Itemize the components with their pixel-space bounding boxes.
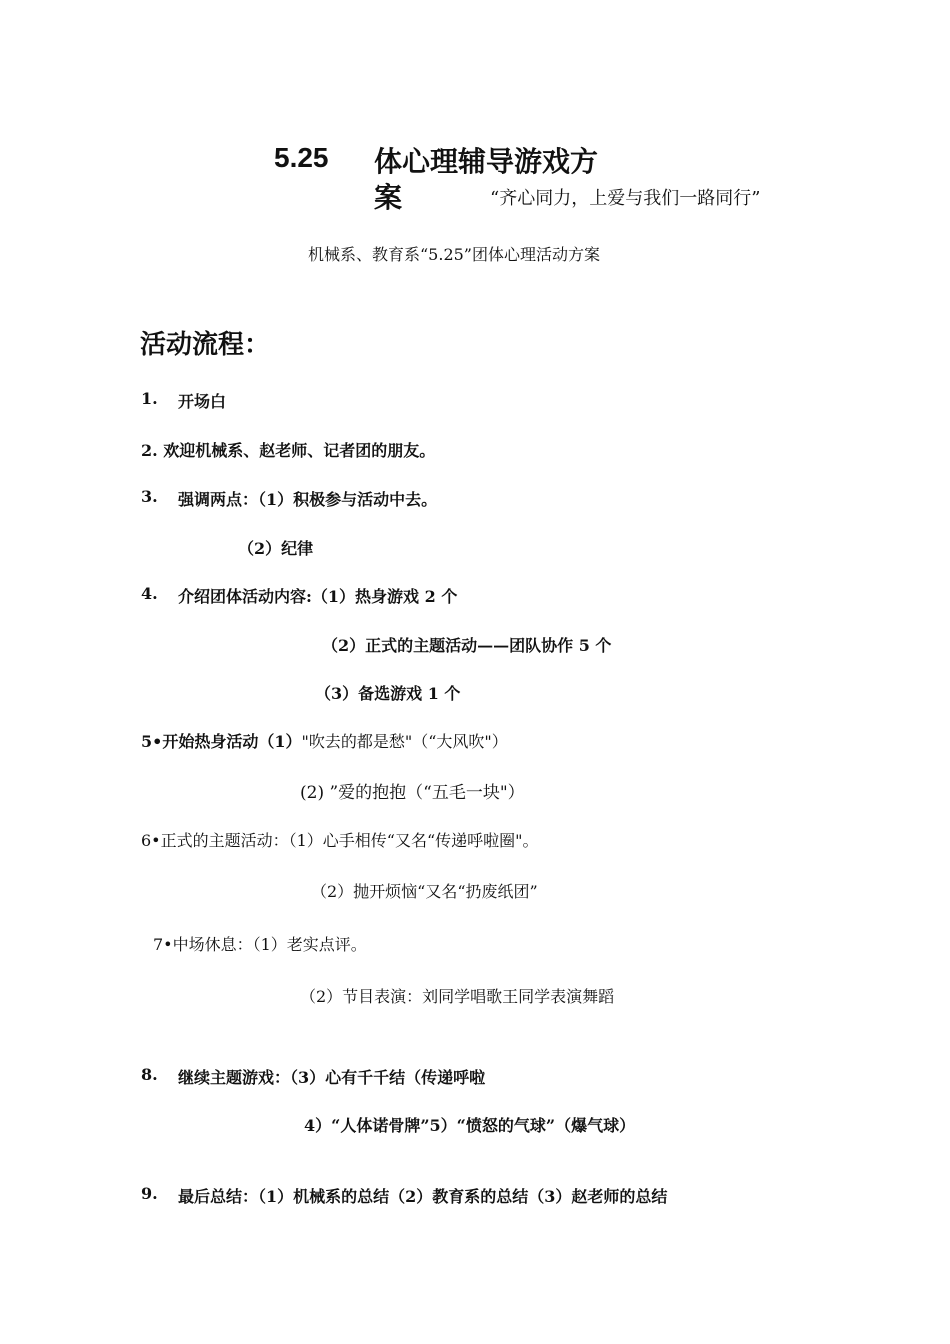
item-5-line [141, 729, 508, 752]
title-number: 5.25 [274, 142, 329, 173]
item-4-sub-1: （2）正式的主题活动——团队协作 5 个 [322, 636, 612, 655]
subtitle: 机械系、教育系“5.25”团体心理活动方案 [308, 245, 600, 264]
item-2-text: 2. 欢迎机械系、赵老师、记者团的朋友。 [141, 441, 436, 460]
item-8-number: 8. [141, 1065, 158, 1084]
item-9-text: 最后总结：（1）机械系的总结（2）教育系的总结（3）赵老师的总结 [178, 1187, 668, 1206]
item-3-text: 强调两点：（1）积极参与活动中去。 [178, 490, 438, 509]
item-1-text: 开场白 [178, 392, 227, 411]
title-line-2: 案 [374, 181, 403, 214]
item-5-bold: 5•开始热身活动（1） [141, 732, 302, 751]
item-6-text: 6•正式的主题活动：（1）心手相传“又名“传递呼啦圈"。 [141, 831, 539, 850]
slogan: “齐心同力，上爱与我们一路同行” [490, 188, 761, 209]
item-5-rest: "吹去的都是愁"（“大风吹"） [301, 732, 508, 751]
item-5-sub: (2) ”爱的抱抱（“五毛一块"） [300, 783, 525, 803]
item-1-number: 1. [141, 389, 158, 408]
item-9-number: 9. [141, 1184, 158, 1203]
title-line-1: 体心理辅导游戏方 [374, 145, 599, 178]
section-heading: 活动流程： [140, 330, 271, 360]
item-3-number: 3. [141, 487, 158, 506]
item-3-sub: （2）纪律 [238, 539, 314, 558]
item-8-sub: 4）“人体诺骨牌”5）“愤怒的气球”（爆气球） [304, 1116, 636, 1135]
item-8-text: 继续主题游戏：（3）心有千千结（传递呼啦 [178, 1068, 486, 1087]
item-6-sub: （2）抛开烦恼“又名“扔废纸团” [311, 882, 538, 901]
item-4-number: 4. [141, 584, 158, 603]
item-4-text: 介绍团体活动内容:（1）热身游戏 2 个 [178, 587, 458, 606]
item-7-sub: （2）节目表演：刘同学唱歌王同学表演舞蹈 [300, 987, 615, 1006]
item-7-text: 7•中场休息：（1）老实点评。 [153, 935, 367, 954]
item-4-sub-2: （3）备选游戏 1 个 [315, 684, 461, 703]
